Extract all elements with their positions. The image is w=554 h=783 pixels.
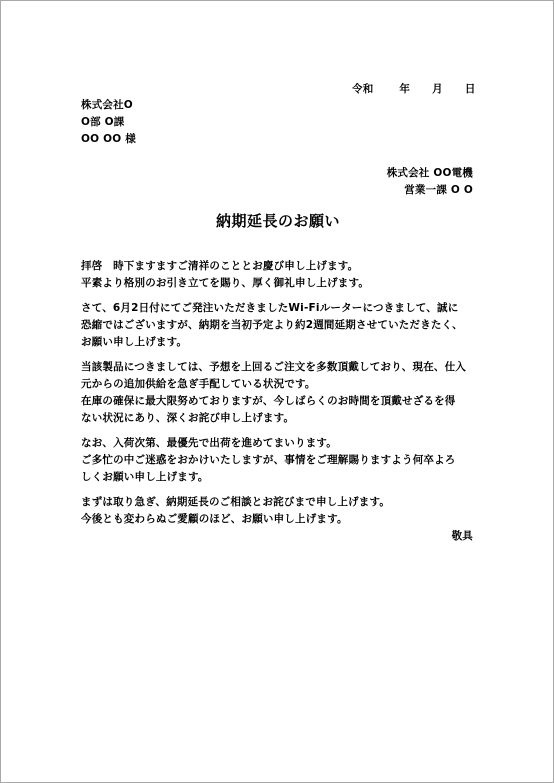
recipient-department: O部 O課 bbox=[81, 116, 125, 128]
body-line: しくお願い申し上げます。 bbox=[81, 471, 209, 483]
date-month-unit: 月 bbox=[432, 83, 443, 95]
closing-keigu: 敬具 bbox=[451, 530, 473, 542]
body-line: 今後とも変わらぬご愛顧のほど、お願い申し上げます。 bbox=[81, 513, 348, 525]
body-line: 平素より格別のお引き立てを賜り、厚く御礼申し上げます。 bbox=[81, 277, 370, 289]
document-title: 納期延長のお願い bbox=[215, 212, 340, 230]
body-line: 当該製品につきましては、予想を上回るご注文を多数頂戴しており、現在、仕入 bbox=[81, 361, 466, 373]
body-line: ない状況にあり、深くお詫び申し上げます。 bbox=[81, 412, 295, 424]
recipient-name: OO OO 様 bbox=[81, 133, 136, 145]
body-line: 元からの追加供給を急ぎ手配している状況です。 bbox=[81, 378, 316, 390]
body-line: お願い申し上げます。 bbox=[81, 336, 188, 348]
body-line: 恐縮ではございますが、納期を当初予定より約2週間延期させていただきたく、 bbox=[81, 319, 463, 331]
body-line: なお、入荷次第、最優先で出荷を進めてまいります。 bbox=[81, 437, 337, 449]
date-line bbox=[352, 82, 476, 96]
date-era: 令和 bbox=[352, 83, 374, 95]
sender-person: 営業一課 O O bbox=[404, 184, 473, 196]
body-line: まずは取り急ぎ、納期延長のご相談とお詫びまで申し上げます。 bbox=[81, 496, 391, 508]
recipient-company: 株式会社O bbox=[81, 99, 133, 111]
sender-company: 株式会社 OO電機 bbox=[386, 167, 473, 179]
body-line: ご多忙の中ご迷惑をおかけいたしますが、事情をご理解賜りますよう何卒よろ bbox=[81, 454, 456, 466]
body-line: さて、6月2日付にてご発注いただきましたWi-Fiルーターにつきまして、誠に bbox=[81, 302, 459, 314]
date-day-unit: 日 bbox=[464, 83, 476, 95]
body-line: 拝啓 時下ますますご清祥のこととお慶び申し上げます。 bbox=[81, 260, 359, 272]
date-year-unit: 年 bbox=[399, 83, 411, 95]
body-line: 在庫の確保に最大限努めておりますが、今しばらくのお時間を頂戴せざるを得 bbox=[81, 395, 456, 407]
